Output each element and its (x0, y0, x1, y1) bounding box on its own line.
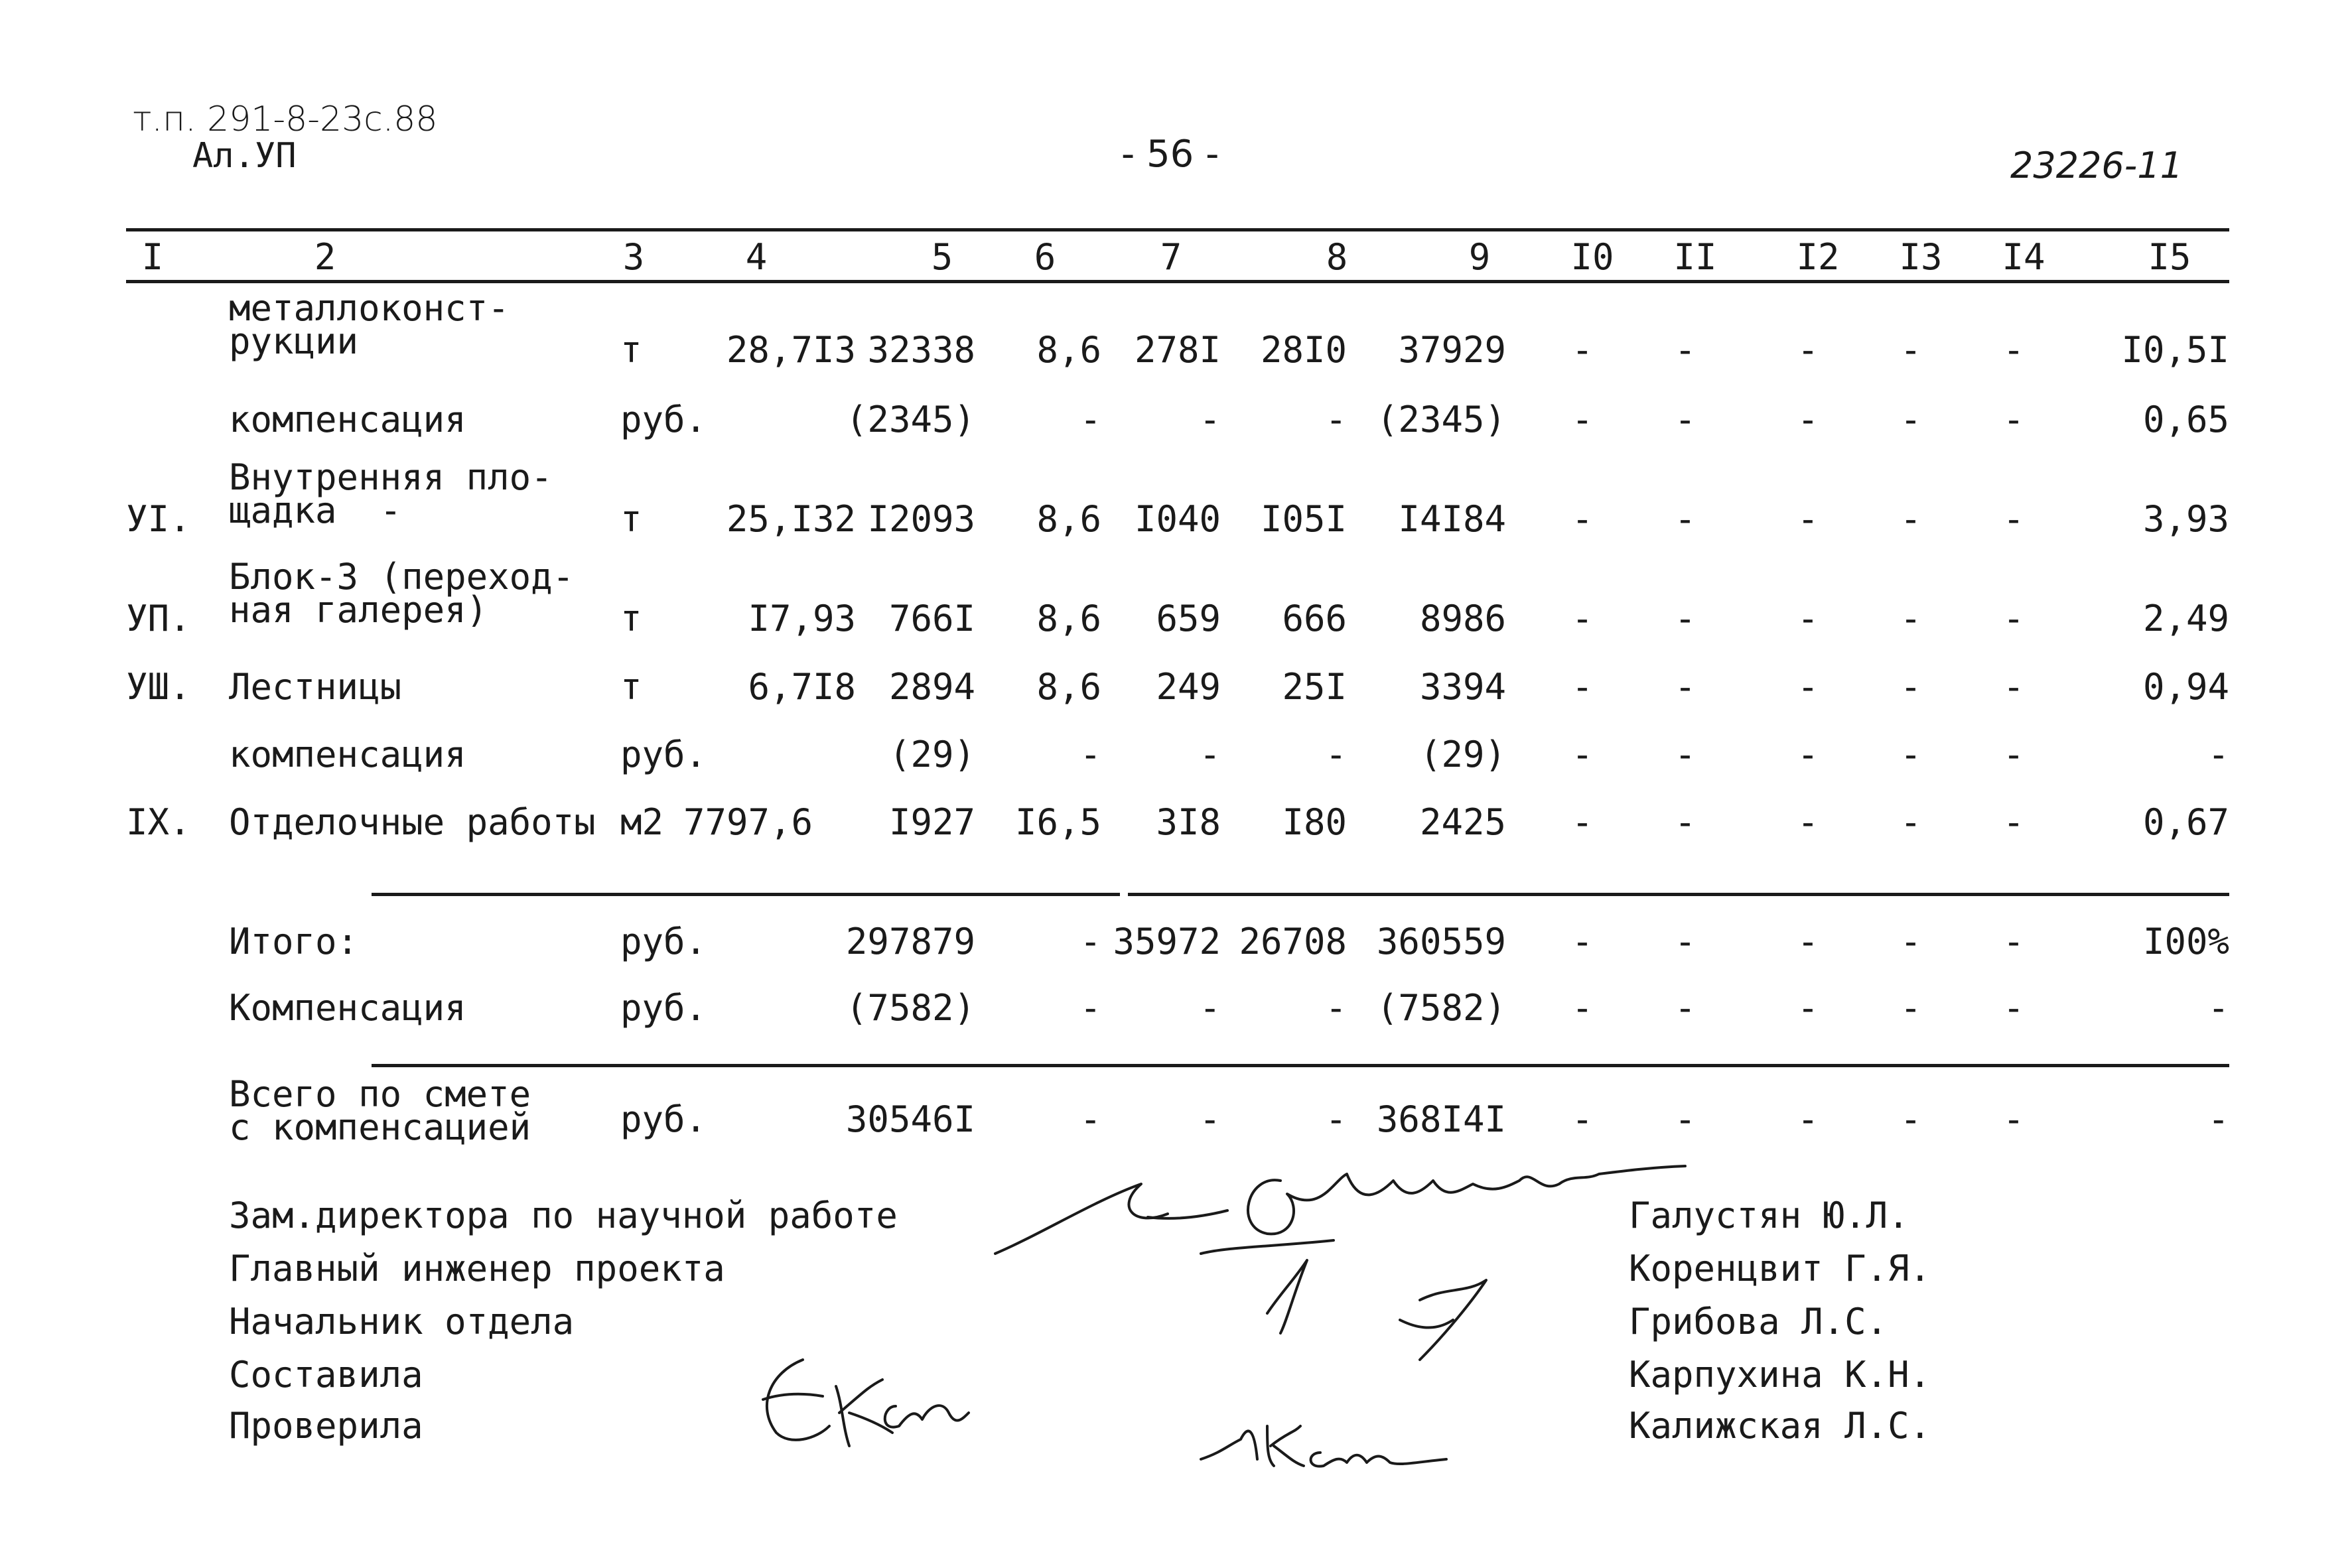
cell-c12: - (1797, 498, 1819, 540)
row-number: IX. (126, 801, 191, 843)
cell-c14: - (2002, 666, 2025, 708)
cell-c4: 6,7I8 (748, 666, 856, 708)
cell-c7: - (1199, 734, 1221, 775)
cell-c13: - (1900, 921, 1922, 962)
cell-c14: - (2002, 329, 2025, 371)
cell-c14: - (2002, 598, 2025, 639)
cell-c15: I00% (2142, 921, 2229, 962)
table-top-rule (126, 228, 2229, 231)
cell-c9: I4I84 (1398, 498, 1506, 540)
column-header: 2 (314, 236, 336, 278)
cell-c5: (2345) (845, 399, 975, 440)
row-name: металлоконст- рукции (229, 287, 510, 362)
cell-c14: - (2002, 399, 2025, 440)
row-unit: руб. (620, 399, 707, 440)
cell-c6: - (1079, 1098, 1101, 1140)
signer-role: Составила (229, 1354, 423, 1396)
row-number: УI. (126, 498, 191, 540)
album-label: Ал.УП (192, 136, 297, 176)
cell-c5: 297879 (845, 921, 975, 962)
signer-role: Проверила (229, 1405, 423, 1447)
cell-c10: - (1571, 1098, 1594, 1140)
cell-c11: - (1674, 1098, 1696, 1140)
cell-c15: 2,49 (2142, 598, 2229, 639)
cell-c5: I927 (888, 801, 975, 843)
column-header: 6 (1034, 236, 1056, 278)
row-name: Всего по смете с компенсацией (229, 1073, 531, 1148)
cell-c15: - (2207, 987, 2229, 1029)
signer-role: Зам.директора по научной работе (229, 1195, 898, 1236)
cell-c9: 37929 (1398, 329, 1506, 371)
cell-c15: 0,67 (2142, 801, 2229, 843)
cell-c5: I2093 (867, 498, 975, 540)
project-code: т.п. 291-8-23с.88 (133, 99, 438, 139)
row-name: Отделочные работы (229, 801, 596, 843)
cell-c10: - (1571, 801, 1594, 843)
cell-c8: 28I0 (1260, 329, 1347, 371)
cell-c8: I05I (1260, 498, 1347, 540)
cell-c8: - (1325, 987, 1347, 1029)
cell-c11: - (1674, 666, 1696, 708)
total-rule (372, 1064, 2229, 1067)
cell-c15: 0,65 (2142, 399, 2229, 440)
cell-c7: 659 (1156, 598, 1221, 639)
cell-c12: - (1797, 801, 1819, 843)
cell-c13: - (1900, 329, 1922, 371)
cell-c9: (2345) (1376, 399, 1506, 440)
cell-c6: - (1079, 399, 1101, 440)
cell-c5: 32338 (867, 329, 975, 371)
row-unit: т (620, 498, 642, 540)
cell-c9: (29) (1419, 734, 1506, 775)
signer-role: Начальник отдела (229, 1301, 575, 1342)
cell-c5: (29) (888, 734, 975, 775)
row-name: Итого: (229, 921, 359, 962)
signer-role: Главный инженер проекта (229, 1248, 725, 1289)
cell-c11: - (1674, 987, 1696, 1029)
row-unit: руб. (620, 734, 707, 775)
cell-c8: 666 (1282, 598, 1347, 639)
cell-c14: - (2002, 987, 2025, 1029)
cell-c8: 25I (1282, 666, 1347, 708)
row-name: Внутренняя пло- щадка - (229, 456, 553, 531)
column-header: 7 (1160, 236, 1182, 278)
row-unit: т (620, 329, 642, 371)
cell-c6: I6,5 (1014, 801, 1101, 843)
cell-c14: - (2002, 734, 2025, 775)
cell-c6: - (1079, 734, 1101, 775)
cell-c10: - (1571, 734, 1594, 775)
cell-c6: 8,6 (1036, 498, 1101, 540)
cell-c13: - (1900, 498, 1922, 540)
row-name: Компенсация (229, 987, 466, 1029)
cell-c5: (7582) (845, 987, 975, 1029)
cell-c6: 8,6 (1036, 329, 1101, 371)
cell-c7: I040 (1134, 498, 1221, 540)
cell-c13: - (1900, 666, 1922, 708)
cell-c9: 368I4I (1376, 1098, 1506, 1140)
cell-c11: - (1674, 598, 1696, 639)
cell-c9: 3394 (1419, 666, 1506, 708)
cell-c15: - (2207, 734, 2229, 775)
cell-c10: - (1571, 399, 1594, 440)
cell-c10: - (1571, 598, 1594, 639)
cell-c11: - (1674, 801, 1696, 843)
row-number: УП. (126, 598, 191, 639)
cell-c8: I80 (1282, 801, 1347, 843)
signer-name: Коренцвит Г.Я. (1629, 1248, 1931, 1289)
signer-name: Калижская Л.С. (1629, 1405, 1931, 1447)
row-unit: м2 (620, 801, 664, 843)
page-number: - 56 - (1121, 133, 1219, 176)
cell-c15: 0,94 (2142, 666, 2229, 708)
column-header: 4 (745, 236, 768, 278)
cell-c8: - (1325, 399, 1347, 440)
cell-c6: 8,6 (1036, 598, 1101, 639)
signer-name: Грибова Л.С. (1629, 1301, 1888, 1342)
cell-c5: 766I (888, 598, 975, 639)
cell-c13: - (1900, 598, 1922, 639)
cell-c7: 3I8 (1156, 801, 1221, 843)
cell-c8: - (1325, 1098, 1347, 1140)
cell-c5: 2894 (888, 666, 975, 708)
row-number: УШ. (126, 666, 191, 708)
cell-c12: - (1797, 1098, 1819, 1140)
cell-c15: 3,93 (2142, 498, 2229, 540)
row-name: Блок-3 (переход- ная галерея) (229, 556, 575, 631)
cell-c5: 30546I (845, 1098, 975, 1140)
cell-c10: - (1571, 666, 1594, 708)
cell-c11: - (1674, 399, 1696, 440)
signer-name: Карпухина К.Н. (1629, 1354, 1931, 1396)
subtotal-rule-right (1128, 893, 2229, 896)
document-number: 23226-11 (2010, 145, 2183, 186)
cell-c12: - (1797, 399, 1819, 440)
row-unit: руб. (620, 921, 707, 962)
subtotal-rule-left (372, 893, 1120, 896)
cell-c12: - (1797, 598, 1819, 639)
cell-c11: - (1674, 498, 1696, 540)
cell-c9: 8986 (1419, 598, 1506, 639)
cell-c7: 35972 (1113, 921, 1221, 962)
column-header: I3 (1899, 236, 1943, 278)
cell-c7: - (1199, 1098, 1221, 1140)
cell-c9: 2425 (1419, 801, 1506, 843)
column-header: I5 (2148, 236, 2191, 278)
row-unit: т (620, 666, 642, 708)
cell-c6: 8,6 (1036, 666, 1101, 708)
row-unit: т (620, 598, 642, 639)
cell-c11: - (1674, 921, 1696, 962)
cell-c10: - (1571, 987, 1594, 1029)
cell-c12: - (1797, 921, 1819, 962)
signature-kalizhskaya (1194, 1406, 1460, 1486)
column-header: 9 (1468, 236, 1491, 278)
signer-name: Галустян Ю.Л. (1629, 1195, 1909, 1236)
cell-c11: - (1674, 734, 1696, 775)
cell-c14: - (2002, 801, 2025, 843)
cell-c10: - (1571, 921, 1594, 962)
cell-c9: (7582) (1376, 987, 1506, 1029)
cell-c7: - (1199, 399, 1221, 440)
column-header: I0 (1570, 236, 1614, 278)
cell-c13: - (1900, 987, 1922, 1029)
cell-c14: - (2002, 498, 2025, 540)
column-header: 3 (622, 236, 645, 278)
cell-c12: - (1797, 987, 1819, 1029)
cell-c12: - (1797, 666, 1819, 708)
column-header: 8 (1326, 236, 1348, 278)
cell-c15: I0,5I (2121, 329, 2229, 371)
cell-c4: 7797,6 (683, 801, 813, 843)
cell-c14: - (2002, 1098, 2025, 1140)
cell-c7: 249 (1156, 666, 1221, 708)
signature-karpukhina (750, 1346, 975, 1466)
column-header: 5 (931, 236, 953, 278)
cell-c6: - (1079, 921, 1101, 962)
cell-c4: 25,I32 (726, 498, 856, 540)
cell-c10: - (1571, 329, 1594, 371)
header-bottom-rule (126, 280, 2229, 283)
cell-c4: I7,93 (748, 598, 856, 639)
cell-c6: - (1079, 987, 1101, 1029)
cell-c13: - (1900, 1098, 1922, 1140)
row-name: Лестницы (229, 666, 402, 708)
cell-c14: - (2002, 921, 2025, 962)
cell-c4: 28,7I3 (726, 329, 856, 371)
cell-c12: - (1797, 734, 1819, 775)
signature-korentsvit (1247, 1234, 1526, 1366)
cell-c9: 360559 (1376, 921, 1506, 962)
cell-c7: 278I (1134, 329, 1221, 371)
row-unit: руб. (620, 1098, 707, 1140)
cell-c7: - (1199, 987, 1221, 1029)
cell-c12: - (1797, 329, 1819, 371)
cell-c8: 26708 (1239, 921, 1347, 962)
column-header: I2 (1796, 236, 1840, 278)
cell-c11: - (1674, 329, 1696, 371)
row-name: компенсация (229, 734, 466, 775)
column-header: II (1673, 236, 1717, 278)
cell-c8: - (1325, 734, 1347, 775)
cell-c15: - (2207, 1098, 2229, 1140)
cell-c13: - (1900, 801, 1922, 843)
row-unit: руб. (620, 987, 707, 1029)
cell-c13: - (1900, 734, 1922, 775)
cell-c13: - (1900, 399, 1922, 440)
cell-c10: - (1571, 498, 1594, 540)
column-header: I4 (2002, 236, 2045, 278)
column-header: I (141, 236, 164, 278)
row-name: компенсация (229, 399, 466, 440)
